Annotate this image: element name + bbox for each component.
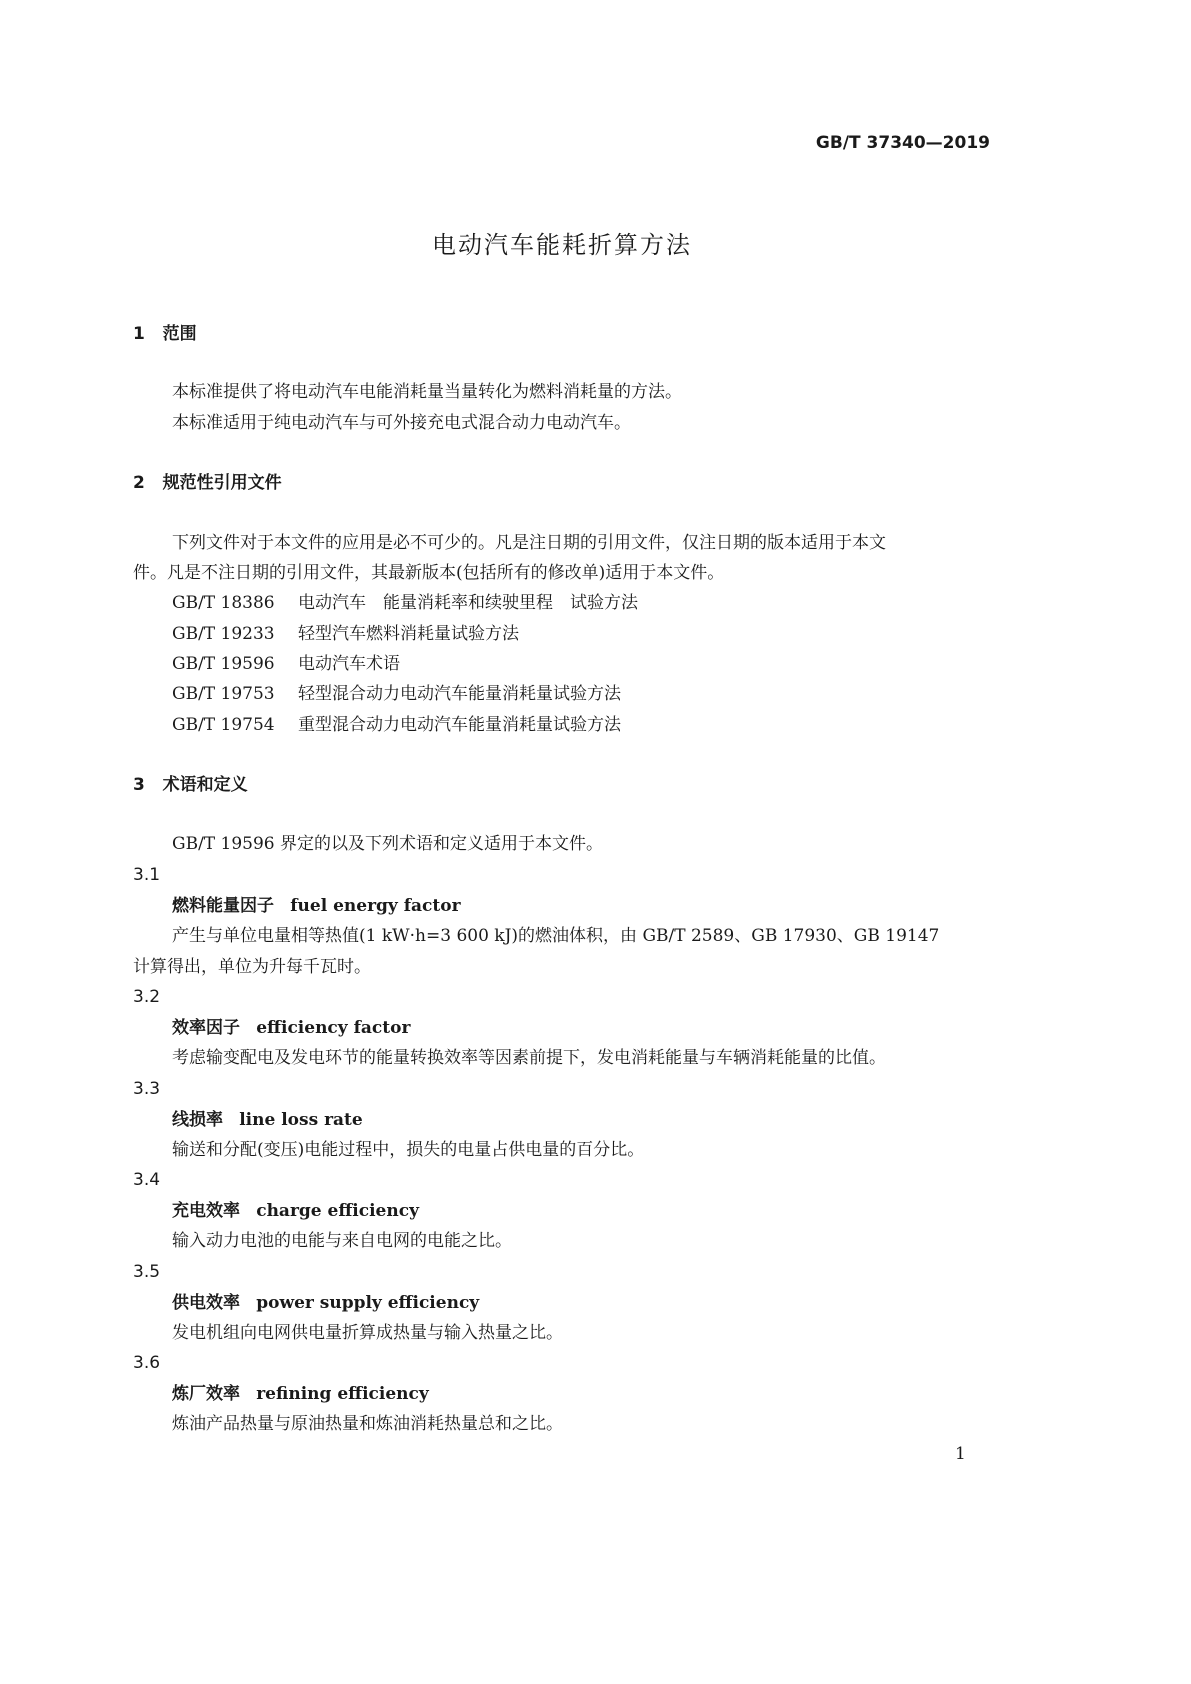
reference-item: GB/T 19233 轻型汽车燃料消耗量试验方法 [172, 624, 519, 644]
term-number: 3.1 [133, 865, 161, 885]
term-heading: 燃料能量因子 fuel energy factor [172, 896, 461, 916]
term-definition: 发电机组向电网供电量折算成热量与输入热量之比。 [172, 1323, 563, 1343]
paragraph: 件。凡是不注日期的引用文件，其最新版本(包括所有的修改单)适用于本文件。 [133, 563, 725, 583]
term-definition: 输入动力电池的电能与来自电网的电能之比。 [172, 1231, 512, 1251]
paragraph: 本标准适用于纯电动汽车与可外接充电式混合动力电动汽车。 [172, 413, 631, 433]
term-number: 3.4 [133, 1170, 161, 1190]
term-heading: 炼厂效率 refining efficiency [172, 1384, 429, 1404]
paragraph: 下列文件对于本文件的应用是必不可少的。凡是注日期的引用文件，仅注日期的版本适用于本文 [172, 533, 886, 553]
section-heading-2: 2 规范性引用文件 [133, 473, 282, 493]
term-definition: 计算得出，单位为升每千瓦时。 [133, 957, 371, 977]
page-number: 1 [955, 1444, 966, 1464]
reference-item: GB/T 18386 电动汽车 能量消耗率和续驶里程 试验方法 [172, 593, 638, 613]
term-heading: 供电效率 power supply efficiency [172, 1293, 480, 1313]
term-heading: 线损率 line loss rate [172, 1110, 363, 1130]
term-definition: 炼油产品热量与原油热量和炼油消耗热量总和之比。 [172, 1414, 563, 1434]
term-number: 3.6 [133, 1353, 161, 1373]
section-heading-1: 1 范围 [133, 324, 197, 344]
standard-number: GB/T 37340—2019 [815, 133, 990, 153]
term-definition: 考虑输变配电及发电环节的能量转换效率等因素前提下，发电消耗能量与车辆消耗能量的比值。 [172, 1048, 886, 1068]
term-heading: 充电效率 charge efficiency [172, 1201, 419, 1221]
term-definition: 产生与单位电量相等热值(1 kW·h=3 600 kJ)的燃油体积，由 GB/T 2589、GB 17930、GB 19147 [172, 926, 940, 946]
paragraph: 本标准提供了将电动汽车电能消耗量当量转化为燃料消耗量的方法。 [172, 382, 682, 402]
term-number: 3.5 [133, 1262, 161, 1282]
term-definition: 输送和分配(变压)电能过程中，损失的电量占供电量的百分比。 [172, 1140, 645, 1160]
reference-item: GB/T 19754 重型混合动力电动汽车能量消耗量试验方法 [172, 715, 621, 735]
reference-item: GB/T 19753 轻型混合动力电动汽车能量消耗量试验方法 [172, 684, 621, 704]
term-number: 3.3 [133, 1079, 161, 1099]
document-title: 电动汽车能耗折算方法 [432, 231, 692, 259]
section-heading-3: 3 术语和定义 [133, 775, 248, 795]
term-heading: 效率因子 efficiency factor [172, 1018, 411, 1038]
term-number: 3.2 [133, 987, 161, 1007]
paragraph: GB/T 19596 界定的以及下列术语和定义适用于本文件。 [172, 834, 604, 854]
reference-item: GB/T 19596 电动汽车术语 [172, 654, 400, 674]
